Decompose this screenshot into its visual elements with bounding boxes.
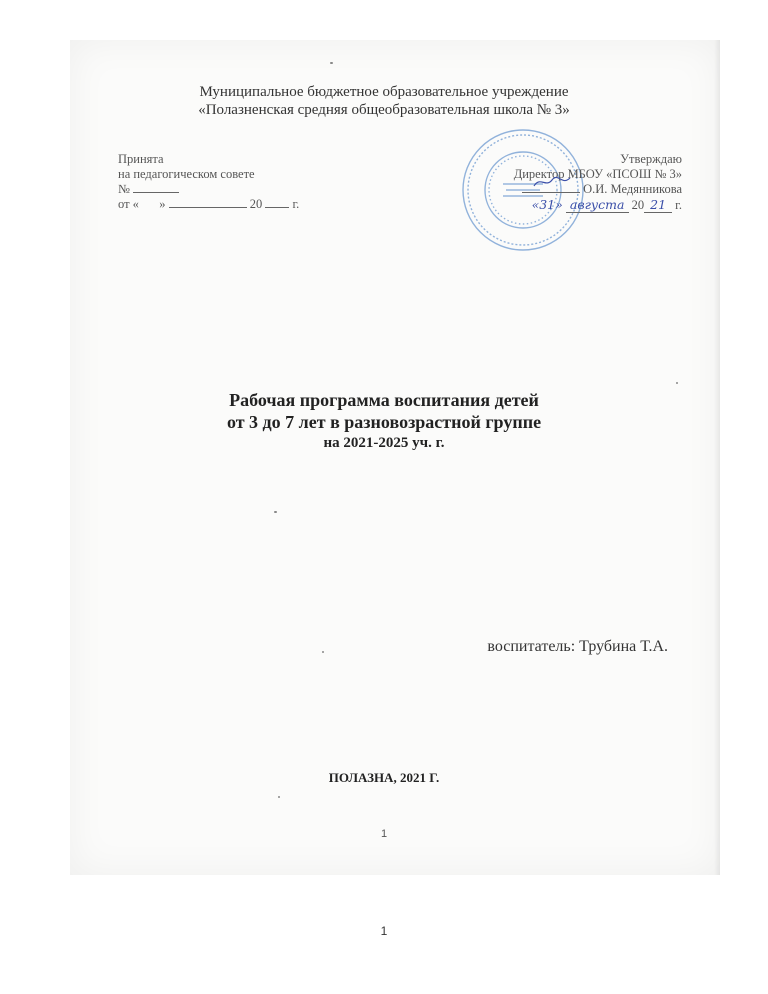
director-label: Директор МБОУ «ПСОШ № 3»	[513, 167, 682, 181]
number-blank	[133, 182, 179, 193]
date-open: от «	[118, 197, 139, 211]
handwritten-month: августа	[566, 197, 629, 213]
council-date	[118, 197, 299, 212]
scan-speck	[322, 651, 324, 653]
city-year: ПОЛАЗНА, 2021 Г.	[328, 770, 440, 785]
director-signature-line	[522, 182, 682, 197]
school-name: «Полазненская средняя общеобразовательная школа № 3»	[198, 102, 570, 118]
signature-blank	[522, 182, 580, 193]
page-number: 1	[380, 924, 388, 938]
document-period: на 2021-2025 уч. г.	[323, 435, 445, 451]
approve-label: Утверждаю	[620, 152, 682, 166]
handwritten-signature-icon	[532, 174, 572, 190]
year-prefix-right: 20	[631, 198, 645, 212]
author-line: воспитатель: Трубина Т.А.	[487, 638, 668, 655]
date-close: »	[159, 197, 166, 211]
scan-page-number: 1	[380, 828, 388, 840]
scan-speck	[330, 62, 333, 64]
year-blank	[265, 197, 289, 208]
scan-speck	[274, 511, 277, 513]
institution-name: Муниципальное бюджетное образовательное учреждение	[199, 84, 569, 100]
accepted-label: Принята	[118, 152, 164, 166]
month-blank	[169, 197, 247, 208]
handwritten-day: «31»	[531, 197, 563, 212]
year-suffix: г.	[292, 197, 300, 211]
approval-date	[532, 197, 682, 213]
scan-speck	[676, 382, 678, 384]
handwritten-year: 21	[644, 197, 672, 213]
number-sign: №	[118, 182, 130, 196]
scan-speck	[278, 796, 280, 798]
year-prefix: 20	[249, 197, 263, 211]
year-suffix-right: г.	[675, 198, 682, 212]
document-title-line1: Рабочая программа воспитания детей	[229, 390, 539, 410]
document-title-line2: от 3 до 7 лет в разновозрастной группе	[226, 412, 542, 432]
director-name: О.И. Медянникова	[583, 182, 682, 196]
protocol-number	[118, 182, 179, 197]
council-label: на педагогическом совете	[118, 167, 255, 181]
